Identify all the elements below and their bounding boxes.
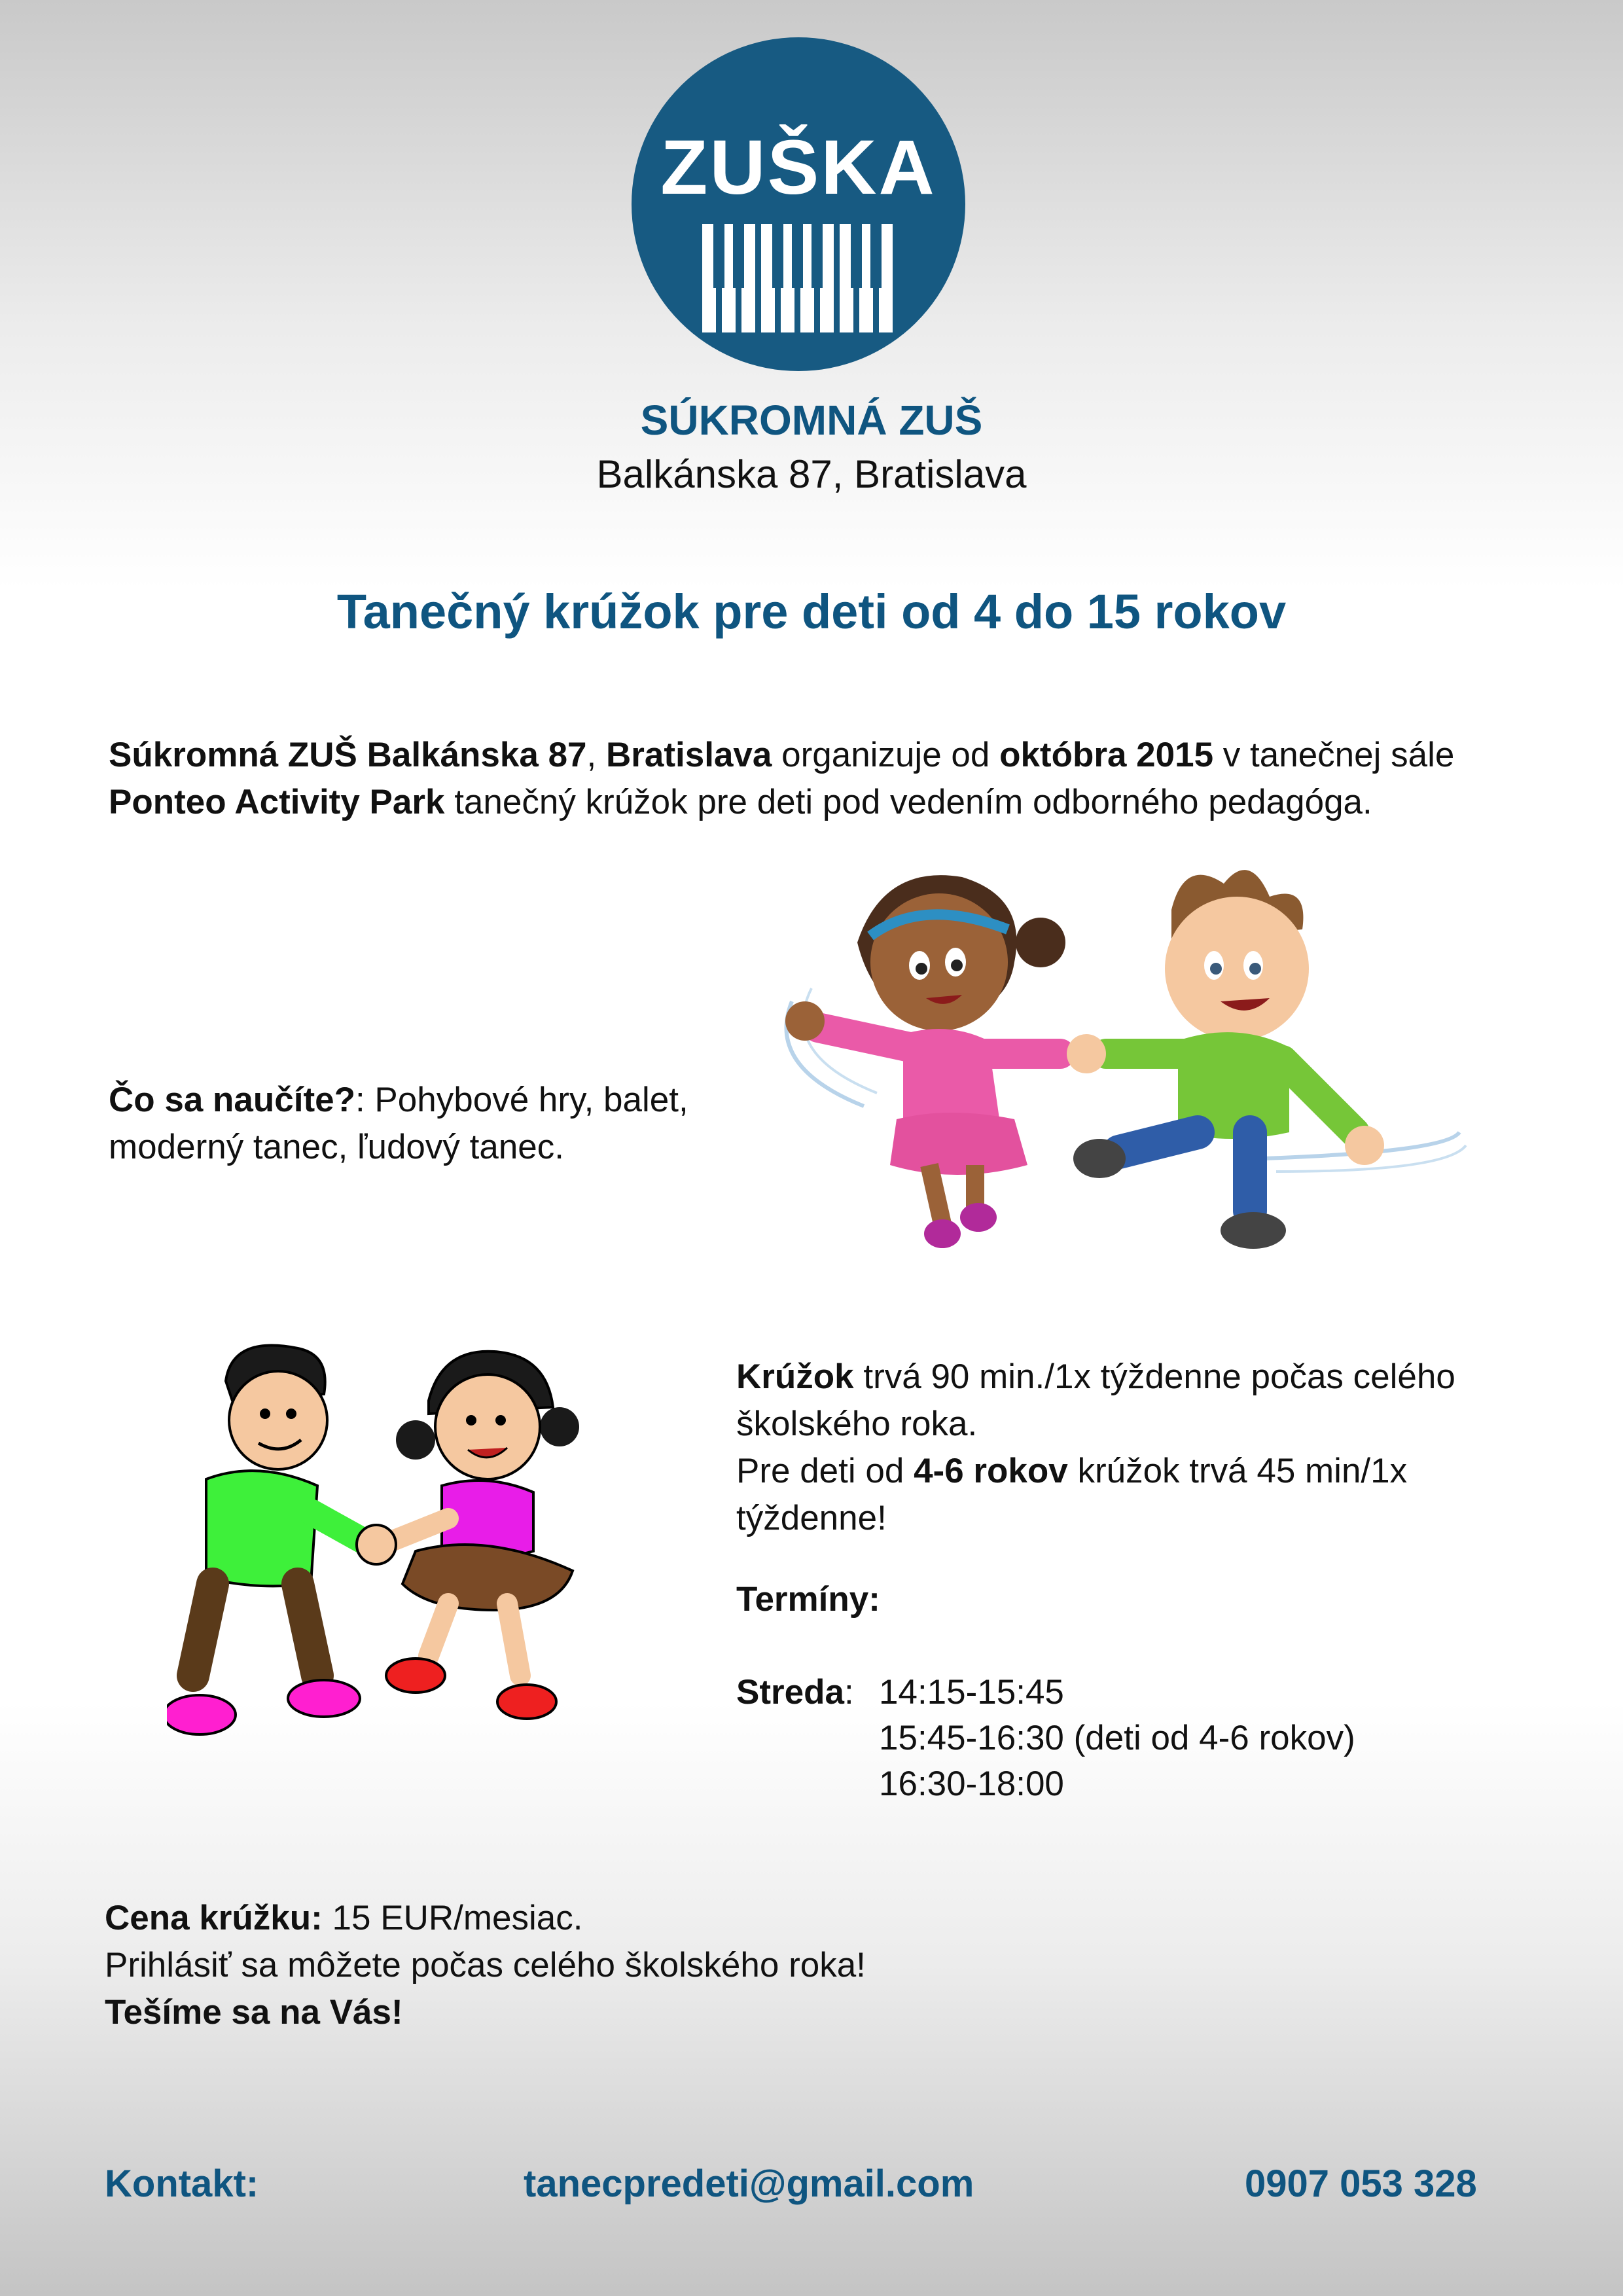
schedule-time-1: 14:15-15:45 [879,1673,1064,1712]
school-address: Balkánska 87, Bratislava [596,452,1027,496]
info-paragraph [736,1354,1554,1542]
school-name: SÚKROMNÁ ZUŠ [640,397,983,444]
info-text-4: krúžok trvá 45 min/1x [1067,1452,1408,1490]
contact-email-link[interactable]: tanecpredeti@gmail.com [524,2162,974,2205]
intro-school: Súkromná ZUŠ Balkánska 87 [109,736,587,774]
price-label: Cena krúžku: [105,1899,323,1937]
learn-paragraph [109,1077,763,1171]
learn-line-1 [109,1077,763,1124]
intro-text-1: , [586,736,606,774]
schedule-time-2: 15:45-16:30 (deti od 4-6 rokov) [879,1719,1355,1757]
price-value: 15 EUR/mesiac. [322,1899,583,1937]
info-age-group: 4-6 rokov [914,1452,1068,1490]
learn-text-2: moderný tanec, ľudový tanec. [109,1128,565,1166]
school-logo [632,37,965,371]
intro-text-4: tanečný krúžok pre deti pod vedením odborného pedagóga. [444,783,1372,821]
dancing-children-cartoon [167,1335,599,1767]
intro-text-3: v tanečnej sále [1213,736,1455,774]
page-title: Tanečný krúžok pre deti od 4 do 15 rokov [336,584,1287,639]
intro-paragraph [109,732,1581,826]
schedule-day-suffix: : [844,1673,854,1712]
learn-label: Čo sa naučíte? [109,1081,355,1119]
price-line [105,1895,1152,1942]
schedule [736,1576,1554,1806]
contact-phone[interactable]: 0907 053 328 [1245,2162,1477,2205]
info-line-1 [736,1354,1554,1401]
closing-text: Tešíme sa na Vás! [105,1993,403,2032]
signup-text: Prihlásiť sa môžete počas celého školského roka! [105,1946,866,1984]
intro-text-2: organizuje od [772,736,1000,774]
info-course-label: Krúžok [736,1357,854,1396]
schedule-row [736,1669,1554,1715]
schedule-title-text: Termíny: [736,1580,880,1619]
info-text-3: Pre deti od [736,1452,914,1490]
schedule-time-3: 16:30-18:00 [879,1765,1064,1803]
intro-city: Bratislava [606,736,772,774]
closing-line [105,1989,1152,2036]
contact-label: Kontakt: [105,2162,259,2205]
info-text-2: školského roka. [736,1405,978,1443]
schedule-row [736,1761,1554,1806]
intro-venue: Ponteo Activity Park [109,783,445,821]
schedule-spacer [736,1623,1554,1669]
dancing-children-illustration [753,857,1486,1263]
schedule-row [736,1715,1554,1761]
piano-keys-icon [702,224,895,332]
intro-line-1 [109,732,1581,779]
intro-start-date: októbra 2015 [999,736,1214,774]
schedule-day [736,1669,854,1716]
info-text-5: týždenne! [736,1499,887,1537]
learn-text-1: : Pohybové hry, balet, [355,1081,688,1119]
info-line-3 [736,1448,1554,1495]
price-paragraph [105,1895,1152,2036]
logo-text: ZUŠKA [660,124,936,211]
info-text-1: trvá 90 min./1x týždenne počas celého [853,1357,1455,1396]
schedule-day-text: Streda [736,1673,844,1712]
schedule-title [736,1576,1554,1623]
intro-line-2 [109,779,1581,826]
